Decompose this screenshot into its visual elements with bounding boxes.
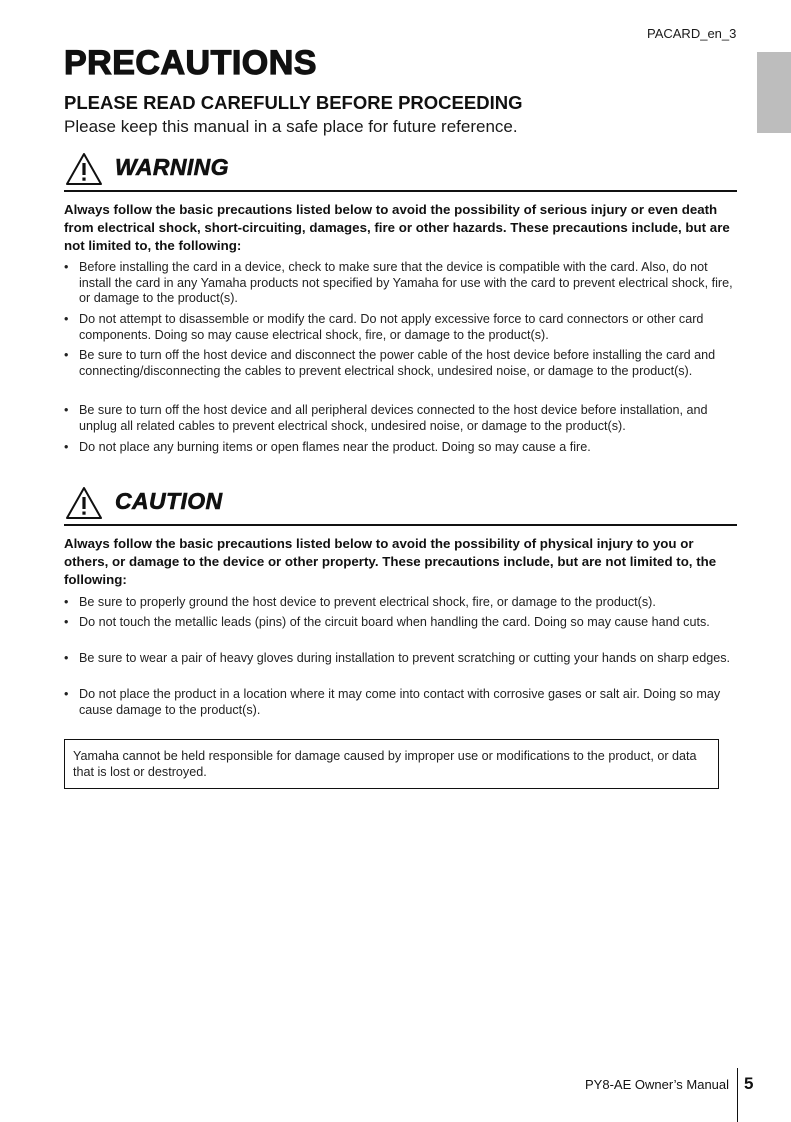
warning-section-header [64,150,737,192]
page-title: PRECAUTIONS [64,44,317,82]
caution-item: • Be sure to wear a pair of heavy gloves during installation to prevent scratching or cutting your hands on sharp edges. [64,651,731,665]
caution-item: • Do not place the product in a location where it may come into contact with corrosive gases or salt air. Doing so may cause damage to the product(s). [64,687,721,717]
warning-item: • Before installing the card in a device, check to make sure that the device is compatible with the card. Also, do not install the card in any Yamaha products not specified by Yamaha for use with the card to prevent electrical shock, fire, or damage to the product(s). [64,260,733,305]
section-thumb-tab [757,52,791,133]
warning-label: WARNING [115,154,229,180]
page-number: 5 [744,1074,754,1093]
document-code: PACARD_en_3 [647,26,737,41]
footer-manual-name: PY8-AE Owner’s Manual [585,1077,730,1092]
caution-intro: Always follow the basic precautions listed below to avoid the possibility of physical injury to you or others, or damage to the device or other property. These precautions include, but are not limited to, the following: [64,536,717,587]
liability-disclaimer-box: Yamaha cannot be held responsible for damage caused by improper use or modifications to the product, or data that is lost or destroyed. [64,739,719,789]
caution-section-header [64,484,737,526]
caution-item: • Be sure to properly ground the host device to prevent electrical shock, fire, or damage to the product(s). [64,595,656,609]
page-subtitle: PLEASE READ CAREFULLY BEFORE PROCEEDING [64,92,523,113]
footer-divider [737,1068,738,1122]
warning-triangle-icon [65,152,103,186]
warning-intro: Always follow the basic precautions listed below to avoid the possibility of serious injury or even death from electrical shock, short-circuiting, damages, fire or other hazards. These precautions include, but are not limited to, the following: [64,202,730,253]
keep-manual-notice: Please keep this manual in a safe place for future reference. [64,117,518,136]
caution-item: • Do not touch the metallic leads (pins) of the circuit board when handling the card. Doing so may cause hand cuts. [64,615,710,629]
caution-triangle-icon [65,486,103,520]
warning-item: • Do not place any burning items or open flames near the product. Doing so may cause a fire. [64,440,591,454]
caution-label: CAUTION [115,488,223,514]
warning-item: • Do not attempt to disassemble or modify the card. Do not apply excessive force to card connectors or other card components. Doing so may cause electrical shock, fire, or damage to the product(s). [64,312,704,342]
warning-item: • Be sure to turn off the host device and disconnect the power cable of the host device before installing the card and connecting/disconnecting the cables to prevent electrical shock, undesired noise, or damage to the product(s). [64,348,716,378]
warning-item: • Be sure to turn off the host device and all peripheral devices connected to the host device before installation, and unplug all related cables to prevent electrical shock, undesired noise, or damage to the product(s). [64,403,708,433]
